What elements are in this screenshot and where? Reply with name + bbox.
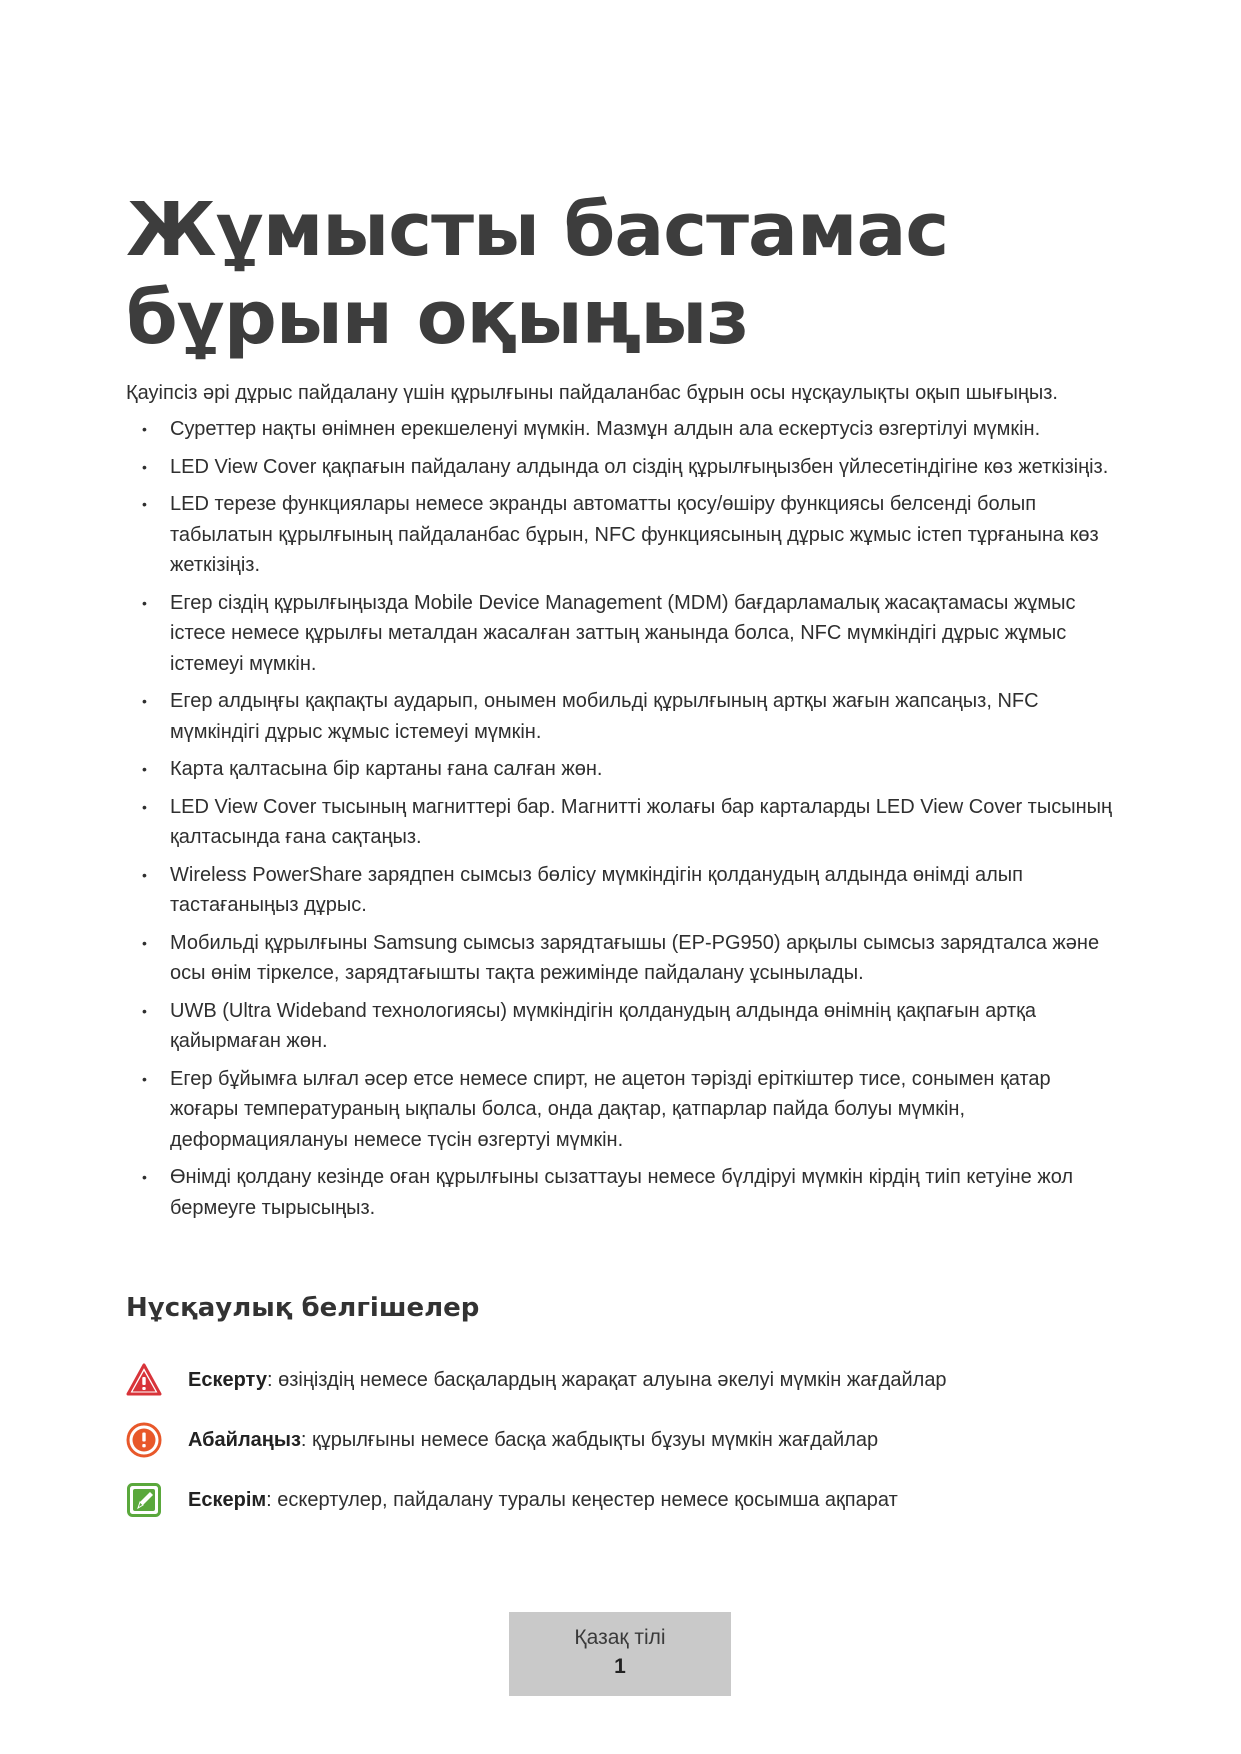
bullet-dot: •	[142, 421, 147, 437]
list-item: • LED View Cover қақпағын пайдалану алдында ол сіздің құрылғыңызбен үйлесетіндігіне көз жеткізіңіз.	[126, 452, 1116, 483]
bullet-dot: •	[142, 496, 147, 512]
warning-icon	[126, 1362, 162, 1398]
bullet-list	[126, 414, 1116, 1230]
note-icon	[126, 1482, 162, 1518]
bullet-dot: •	[142, 1070, 147, 1087]
icons-section-heading: Нұсқаулық белгішелер	[126, 1293, 480, 1323]
list-item: • Егер бұйымға ылғал әсер етсе немесе спирт, не ацетон тәрізді еріткіштер тисе, сонымен қатар жоғары температураның ықпалы болса, онда дақтар, қатпарлар пайда болуы мүмкін, деформациялануы немесе түсін өзгертуі мүмкін.	[126, 1064, 1116, 1156]
icon-legend	[126, 1350, 1116, 1530]
bullet-dot: •	[142, 1169, 147, 1185]
caution-icon	[126, 1422, 162, 1458]
bullet-dot: •	[142, 458, 147, 475]
legend-text-warning: : өзіңіздің немесе басқалардың жарақат алуына әкелуі мүмкін жағдайлар	[266, 1369, 947, 1391]
list-item: • UWB (Ultra Wideband технологиясы) мүмкіндігін қолданудың алдында өнімнің қақпағын артқа қайырмаған жөн.	[126, 996, 1116, 1057]
legend-text-note: : ескертулер, пайдалану туралы кеңестер немесе қосымша ақпарат	[266, 1489, 898, 1511]
intro-paragraph: Қауіпсіз әрі дұрыс пайдалану үшін құрылғыны пайдаланбас бұрын осы нұсқаулықты оқып шығыңыз.	[126, 382, 1058, 404]
legend-label-warning: Ескерту	[188, 1369, 267, 1391]
page-title: Жұмысты бастамас бұрын оқыңыз	[126, 187, 949, 361]
bullet-dot: •	[142, 866, 147, 883]
bullet-dot: •	[142, 1002, 147, 1019]
list-item: • Карта қалтасына бір картаны ғана салған жөн.	[126, 754, 1116, 785]
list-item: • Өнімді қолдану кезінде оған құрылғыны сызаттауы немесе бүлдіруі мүмкін кірдің тиіп кетуіне жол бермеуге тырысыңыз.	[126, 1162, 1116, 1223]
legend-item-note	[126, 1470, 1116, 1530]
bullet-dot: •	[142, 693, 147, 709]
bullet-dot: •	[142, 761, 147, 777]
legend-label-caution: Абайлаңыз	[188, 1429, 301, 1451]
list-item: • Егер сіздің құрылғыңызда Mobile Device Management (MDM) бағдарламалық жасақтамасы жұмыс істесе немесе құрылғы металдан жасалған заттың жанында болса, NFC мүмкіндігі дұрыс жұмыс істемеуі мүмкін.	[126, 588, 1116, 680]
page-footer	[509, 1612, 731, 1696]
list-item: • Wireless PowerShare зарядпен сымсыз бөлісу мүмкіндігін қолданудың алдында өнімді алып тастағаныңыз дұрыс.	[126, 860, 1116, 921]
bullet-dot: •	[142, 798, 147, 815]
legend-text-caution: : құрылғыны немесе басқа жабдықты бұзуы мүмкін жағдайлар	[300, 1429, 879, 1451]
footer-language: Қазақ тілі	[574, 1626, 666, 1649]
list-item: • LED терезе функциялары немесе экранды автоматты қосу/өшіру функциясы белсенді болып табылатын құрылғының пайдаланбас бұрын, NFC функциясының дұрыс жұмыс істеп тұрғанына көз жеткізіңіз.	[126, 489, 1116, 581]
bullet-dot: •	[142, 594, 147, 611]
legend-label-note: Ескерім	[188, 1489, 267, 1511]
bullet-dot: •	[142, 934, 147, 951]
page-number: 1	[614, 1655, 626, 1678]
legend-item-caution	[126, 1410, 1116, 1470]
list-item: • Суреттер нақты өнімнен ерекшеленуі мүмкін. Мазмұн алдын ала ескертусіз өзгертілуі мүмкін.	[126, 414, 1116, 445]
list-item: • Егер алдыңғы қақпақты аударып, онымен мобильді құрылғының артқы жағын жапсаңыз, NFC мүмкіндігі дұрыс жұмыс істемеуі мүмкін.	[126, 686, 1116, 747]
list-item: • Мобильді құрылғыны Samsung сымсыз зарядтағышы (EP-PG950) арқылы сымсыз зарядталса және осы өнім тіркелсе, зарядтағышты тақта режимінде пайдалану ұсынылады.	[126, 928, 1116, 989]
legend-item-warning	[126, 1350, 1116, 1410]
list-item: • LED View Cover тысының магниттері бар. Магнитті жолағы бар карталарды LED View Cover тысының қалтасында ғана сақтаңыз.	[126, 792, 1116, 853]
